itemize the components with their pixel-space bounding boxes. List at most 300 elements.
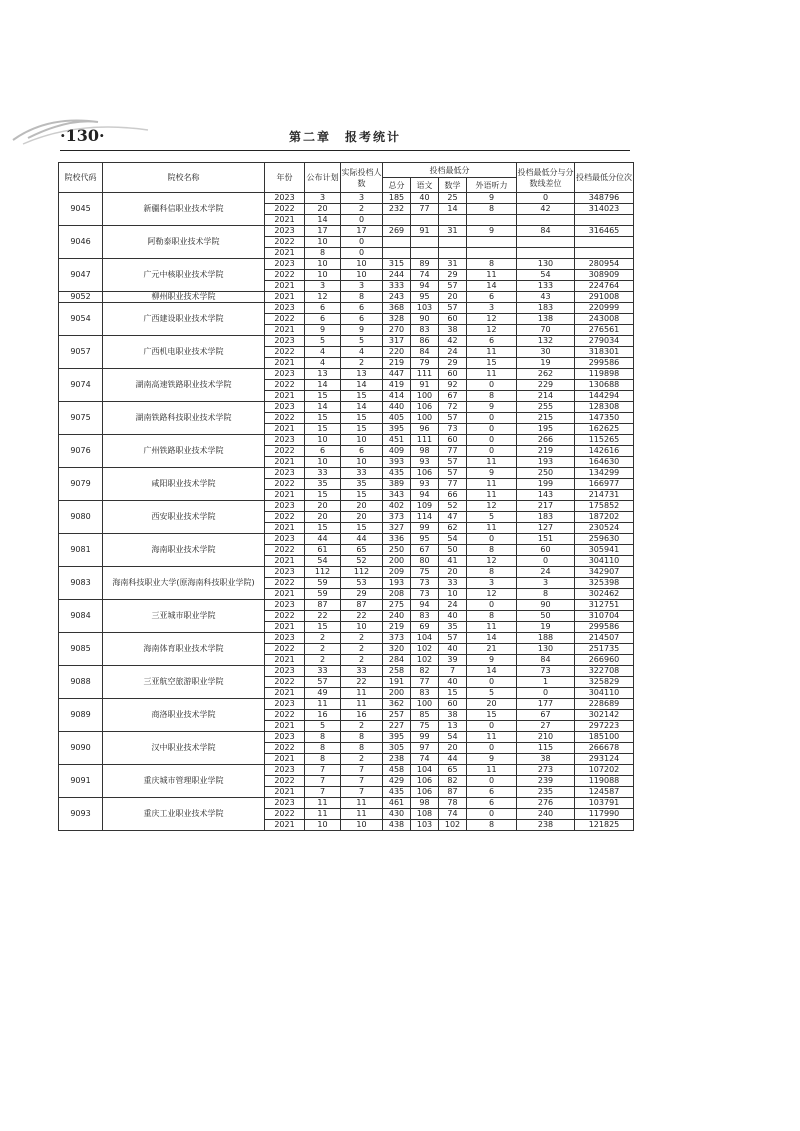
cell-math: 60: [439, 369, 467, 380]
cell-plan: 15: [305, 413, 341, 424]
cell-diff: 262: [517, 369, 575, 380]
cell-diff: 238: [517, 820, 575, 831]
cell-total: 395: [383, 424, 411, 435]
cell-math: 24: [439, 347, 467, 358]
cell-actual: 2: [341, 655, 383, 666]
cell-listening: 0: [467, 435, 517, 446]
cell-total: 317: [383, 336, 411, 347]
cell-plan: 10: [305, 270, 341, 281]
cell-plan: 14: [305, 215, 341, 226]
cell-listening: 12: [467, 314, 517, 325]
cell-rank: 318301: [575, 347, 634, 358]
cell-total: 393: [383, 457, 411, 468]
cell-rank: 266960: [575, 655, 634, 666]
table-row: [59, 259, 634, 270]
cell-total: 258: [383, 666, 411, 677]
cell-chinese: 75: [411, 721, 439, 732]
cell-chinese: 90: [411, 314, 439, 325]
cell-total: 219: [383, 622, 411, 633]
school-code: 9089: [59, 699, 103, 732]
cell-plan: 8: [305, 732, 341, 743]
table-row: [59, 699, 634, 710]
cell-rank: 107202: [575, 765, 634, 776]
cell-actual: 16: [341, 710, 383, 721]
cell-actual: 3: [341, 281, 383, 292]
cell-listening: 5: [467, 512, 517, 523]
cell-chinese: 84: [411, 347, 439, 358]
cell-listening: 9: [467, 402, 517, 413]
cell-actual: 29: [341, 589, 383, 600]
cell-diff: 250: [517, 468, 575, 479]
cell-chinese: 111: [411, 435, 439, 446]
cell-listening: 21: [467, 644, 517, 655]
cell-total: 447: [383, 369, 411, 380]
cell-plan: 54: [305, 556, 341, 567]
cell-total: 395: [383, 732, 411, 743]
cell-chinese: 89: [411, 259, 439, 270]
cell-diff: 0: [517, 193, 575, 204]
cell-total: [383, 248, 411, 259]
school-name: 阿勒泰职业技术学院: [103, 226, 265, 259]
cell-math: 87: [439, 787, 467, 798]
cell-actual: 17: [341, 226, 383, 237]
school-code: 9083: [59, 567, 103, 600]
cell-actual: 15: [341, 391, 383, 402]
cell-chinese: 75: [411, 567, 439, 578]
cell-listening: 6: [467, 292, 517, 303]
cell-actual: 0: [341, 248, 383, 259]
cell-listening: 14: [467, 666, 517, 677]
cell-plan: 3: [305, 281, 341, 292]
cell-actual: 7: [341, 776, 383, 787]
cell-rank: 166977: [575, 479, 634, 490]
cell-total: 257: [383, 710, 411, 721]
cell-chinese: 100: [411, 391, 439, 402]
cell-diff: 183: [517, 512, 575, 523]
cell-math: 20: [439, 292, 467, 303]
cell-year: 2023: [265, 303, 305, 314]
page-header: [60, 126, 630, 148]
cell-rank: 187202: [575, 512, 634, 523]
cell-rank: 115265: [575, 435, 634, 446]
col-header-min-score-group: 投档最低分: [383, 163, 517, 178]
cell-diff: 38: [517, 754, 575, 765]
cell-actual: 10: [341, 270, 383, 281]
cell-total: 451: [383, 435, 411, 446]
cell-plan: 61: [305, 545, 341, 556]
cell-total: [383, 237, 411, 248]
cell-chinese: 40: [411, 193, 439, 204]
cell-total: 430: [383, 809, 411, 820]
cell-listening: 9: [467, 193, 517, 204]
cell-math: 14: [439, 204, 467, 215]
cell-rank: 214731: [575, 490, 634, 501]
cell-listening: 8: [467, 611, 517, 622]
school-name: 汉中职业技术学院: [103, 732, 265, 765]
cell-plan: 20: [305, 204, 341, 215]
cell-actual: 8: [341, 743, 383, 754]
cell-chinese: 103: [411, 303, 439, 314]
cell-diff: 84: [517, 655, 575, 666]
cell-diff: 210: [517, 732, 575, 743]
cell-year: 2023: [265, 259, 305, 270]
cell-total: 440: [383, 402, 411, 413]
cell-math: 38: [439, 325, 467, 336]
cell-total: 209: [383, 567, 411, 578]
cell-diff: 73: [517, 666, 575, 677]
cell-math: 102: [439, 820, 467, 831]
cell-total: 327: [383, 523, 411, 534]
cell-actual: 9: [341, 325, 383, 336]
cell-total: 232: [383, 204, 411, 215]
cell-year: 2022: [265, 743, 305, 754]
cell-rank: 121825: [575, 820, 634, 831]
cell-listening: 6: [467, 798, 517, 809]
cell-diff: 214: [517, 391, 575, 402]
cell-diff: 43: [517, 292, 575, 303]
cell-diff: 30: [517, 347, 575, 358]
cell-chinese: 108: [411, 809, 439, 820]
cell-listening: 11: [467, 270, 517, 281]
cell-listening: 11: [467, 457, 517, 468]
school-code: 9045: [59, 193, 103, 226]
cell-chinese: 95: [411, 292, 439, 303]
cell-year: 2021: [265, 589, 305, 600]
cell-total: [383, 215, 411, 226]
cell-plan: 59: [305, 578, 341, 589]
cell-total: 227: [383, 721, 411, 732]
cell-listening: 0: [467, 424, 517, 435]
cell-math: 24: [439, 600, 467, 611]
cell-year: 2021: [265, 688, 305, 699]
cell-actual: 3: [341, 193, 383, 204]
cell-rank: 325398: [575, 578, 634, 589]
cell-chinese: 91: [411, 380, 439, 391]
cell-rank: 299586: [575, 358, 634, 369]
cell-chinese: 98: [411, 446, 439, 457]
col-header-actual: 实际投档人数: [341, 163, 383, 193]
cell-plan: 4: [305, 358, 341, 369]
cell-actual: 7: [341, 765, 383, 776]
cell-diff: 54: [517, 270, 575, 281]
cell-year: 2023: [265, 336, 305, 347]
cell-math: 54: [439, 732, 467, 743]
cell-chinese: 94: [411, 600, 439, 611]
cell-year: 2022: [265, 545, 305, 556]
cell-rank: 214507: [575, 633, 634, 644]
cell-math: 60: [439, 435, 467, 446]
cell-plan: 44: [305, 534, 341, 545]
cell-listening: 0: [467, 600, 517, 611]
cell-plan: 2: [305, 655, 341, 666]
cell-year: 2023: [265, 765, 305, 776]
cell-rank: 119088: [575, 776, 634, 787]
cell-plan: 14: [305, 402, 341, 413]
cell-rank: 175852: [575, 501, 634, 512]
cell-diff: 3: [517, 578, 575, 589]
cell-actual: 112: [341, 567, 383, 578]
cell-diff: 130: [517, 259, 575, 270]
page-number: ·130·: [60, 126, 105, 145]
cell-actual: 2: [341, 721, 383, 732]
cell-year: 2022: [265, 204, 305, 215]
cell-diff: 255: [517, 402, 575, 413]
cell-diff: 235: [517, 787, 575, 798]
cell-total: 343: [383, 490, 411, 501]
cell-math: 57: [439, 468, 467, 479]
cell-year: 2022: [265, 314, 305, 325]
cell-total: 315: [383, 259, 411, 270]
cell-chinese: 67: [411, 545, 439, 556]
cell-actual: 15: [341, 490, 383, 501]
table-row: [59, 402, 634, 413]
cell-rank: 220999: [575, 303, 634, 314]
cell-rank: 224764: [575, 281, 634, 292]
cell-total: 333: [383, 281, 411, 292]
col-header-listening: 外语听力: [467, 178, 517, 193]
cell-chinese: 99: [411, 523, 439, 534]
cell-listening: 15: [467, 710, 517, 721]
cell-listening: 8: [467, 567, 517, 578]
cell-rank: 117990: [575, 809, 634, 820]
cell-year: 2022: [265, 677, 305, 688]
cell-plan: 12: [305, 292, 341, 303]
cell-total: 238: [383, 754, 411, 765]
cell-plan: 87: [305, 600, 341, 611]
cell-diff: 130: [517, 644, 575, 655]
school-code: 9093: [59, 798, 103, 831]
cell-rank: 322708: [575, 666, 634, 677]
cell-listening: 6: [467, 336, 517, 347]
cell-actual: 33: [341, 666, 383, 677]
cell-plan: 7: [305, 765, 341, 776]
cell-actual: 7: [341, 787, 383, 798]
table-body: [59, 193, 634, 831]
cell-year: 2021: [265, 622, 305, 633]
cell-rank: 314023: [575, 204, 634, 215]
cell-listening: [467, 215, 517, 226]
cell-diff: 240: [517, 809, 575, 820]
cell-rank: 251735: [575, 644, 634, 655]
cell-actual: 11: [341, 809, 383, 820]
col-header-total: 总分: [383, 178, 411, 193]
cell-rank: 124587: [575, 787, 634, 798]
school-code: 9090: [59, 732, 103, 765]
cell-year: 2021: [265, 556, 305, 567]
cell-math: 39: [439, 655, 467, 666]
cell-rank: 228689: [575, 699, 634, 710]
cell-rank: 302462: [575, 589, 634, 600]
cell-plan: 10: [305, 237, 341, 248]
cell-plan: 33: [305, 468, 341, 479]
cell-listening: 11: [467, 523, 517, 534]
cell-diff: 0: [517, 688, 575, 699]
table-row: [59, 303, 634, 314]
cell-year: 2023: [265, 600, 305, 611]
cell-plan: 8: [305, 743, 341, 754]
cell-diff: [517, 237, 575, 248]
cell-listening: 0: [467, 380, 517, 391]
cell-chinese: 83: [411, 688, 439, 699]
cell-listening: 8: [467, 204, 517, 215]
cell-diff: 239: [517, 776, 575, 787]
col-header-name: 院校名称: [103, 163, 265, 193]
cell-total: 336: [383, 534, 411, 545]
table-row: [59, 765, 634, 776]
cell-math: 73: [439, 424, 467, 435]
cell-plan: 5: [305, 336, 341, 347]
cell-rank: 162625: [575, 424, 634, 435]
cell-plan: 10: [305, 259, 341, 270]
cell-year: 2023: [265, 402, 305, 413]
cell-math: 57: [439, 413, 467, 424]
cell-actual: 0: [341, 215, 383, 226]
cell-actual: 8: [341, 292, 383, 303]
cell-chinese: 93: [411, 457, 439, 468]
cell-year: 2023: [265, 468, 305, 479]
cell-rank: 305941: [575, 545, 634, 556]
cell-plan: 15: [305, 391, 341, 402]
cell-rank: 312751: [575, 600, 634, 611]
cell-actual: 20: [341, 512, 383, 523]
cell-listening: 3: [467, 578, 517, 589]
cell-rank: 342907: [575, 567, 634, 578]
cell-plan: 8: [305, 248, 341, 259]
cell-listening: 11: [467, 369, 517, 380]
header-rule: [60, 150, 630, 151]
cell-math: [439, 248, 467, 259]
school-name: 西安职业技术学院: [103, 501, 265, 534]
cell-chinese: 94: [411, 490, 439, 501]
cell-chinese: 77: [411, 677, 439, 688]
cell-diff: 266: [517, 435, 575, 446]
cell-actual: 10: [341, 259, 383, 270]
table-row: [59, 798, 634, 809]
cell-rank: 103791: [575, 798, 634, 809]
school-name: 咸阳职业技术学院: [103, 468, 265, 501]
school-code: 9091: [59, 765, 103, 798]
cell-total: 220: [383, 347, 411, 358]
cell-rank: 293124: [575, 754, 634, 765]
table-row: [59, 369, 634, 380]
cell-diff: 67: [517, 710, 575, 721]
cell-diff: 27: [517, 721, 575, 732]
cell-diff: 138: [517, 314, 575, 325]
col-header-math: 数学: [439, 178, 467, 193]
cell-plan: 10: [305, 457, 341, 468]
cell-math: 29: [439, 358, 467, 369]
cell-year: 2023: [265, 501, 305, 512]
school-name: 三亚城市职业学院: [103, 600, 265, 633]
school-code: 9074: [59, 369, 103, 402]
cell-plan: 15: [305, 490, 341, 501]
table-row: [59, 193, 634, 204]
table-row: [59, 567, 634, 578]
cell-chinese: 94: [411, 281, 439, 292]
cell-math: 50: [439, 545, 467, 556]
cell-year: 2023: [265, 567, 305, 578]
school-name: 海南体育职业技术学院: [103, 633, 265, 666]
cell-diff: 188: [517, 633, 575, 644]
cell-math: 72: [439, 402, 467, 413]
cell-year: 2022: [265, 611, 305, 622]
cell-year: 2022: [265, 347, 305, 358]
cell-chinese: 109: [411, 501, 439, 512]
cell-total: 243: [383, 292, 411, 303]
cell-diff: 132: [517, 336, 575, 347]
cell-plan: 11: [305, 798, 341, 809]
cell-listening: 11: [467, 732, 517, 743]
cell-year: 2021: [265, 325, 305, 336]
cell-actual: 22: [341, 611, 383, 622]
cell-math: 40: [439, 644, 467, 655]
cell-diff: 193: [517, 457, 575, 468]
cell-math: 29: [439, 270, 467, 281]
cell-plan: 7: [305, 776, 341, 787]
cell-diff: 8: [517, 589, 575, 600]
cell-year: 2022: [265, 578, 305, 589]
cell-listening: 8: [467, 391, 517, 402]
cell-math: 67: [439, 391, 467, 402]
table-row: [59, 732, 634, 743]
cell-rank: [575, 215, 634, 226]
cell-diff: 177: [517, 699, 575, 710]
cell-diff: 199: [517, 479, 575, 490]
cell-actual: 22: [341, 677, 383, 688]
cell-rank: 348796: [575, 193, 634, 204]
cell-math: 20: [439, 743, 467, 754]
school-name: 柳州职业技术学院: [103, 292, 265, 303]
cell-rank: 259630: [575, 534, 634, 545]
cell-total: 409: [383, 446, 411, 457]
cell-math: 65: [439, 765, 467, 776]
cell-chinese: 86: [411, 336, 439, 347]
cell-math: 44: [439, 754, 467, 765]
cell-listening: [467, 237, 517, 248]
cell-plan: 5: [305, 721, 341, 732]
cell-actual: 44: [341, 534, 383, 545]
cell-year: 2021: [265, 424, 305, 435]
cell-actual: 15: [341, 413, 383, 424]
cell-math: 77: [439, 479, 467, 490]
cell-year: 2021: [265, 292, 305, 303]
cell-listening: 3: [467, 303, 517, 314]
cell-plan: 11: [305, 809, 341, 820]
school-name: 广元中核职业技术学院: [103, 259, 265, 292]
cell-diff: 219: [517, 446, 575, 457]
cell-math: 42: [439, 336, 467, 347]
cell-rank: 316465: [575, 226, 634, 237]
cell-listening: 0: [467, 446, 517, 457]
table-row: [59, 600, 634, 611]
cell-chinese: 100: [411, 699, 439, 710]
cell-listening: 8: [467, 545, 517, 556]
cell-total: 208: [383, 589, 411, 600]
school-code: 9084: [59, 600, 103, 633]
cell-math: 20: [439, 567, 467, 578]
cell-rank: 147350: [575, 413, 634, 424]
cell-math: 52: [439, 501, 467, 512]
school-code: 9085: [59, 633, 103, 666]
cell-listening: 9: [467, 468, 517, 479]
cell-chinese: 103: [411, 820, 439, 831]
cell-year: 2023: [265, 193, 305, 204]
col-header-rank: 投档最低分位次: [575, 163, 634, 193]
school-name: 重庆城市管理职业学院: [103, 765, 265, 798]
school-code: 9047: [59, 259, 103, 292]
cell-actual: 0: [341, 237, 383, 248]
cell-plan: 35: [305, 479, 341, 490]
